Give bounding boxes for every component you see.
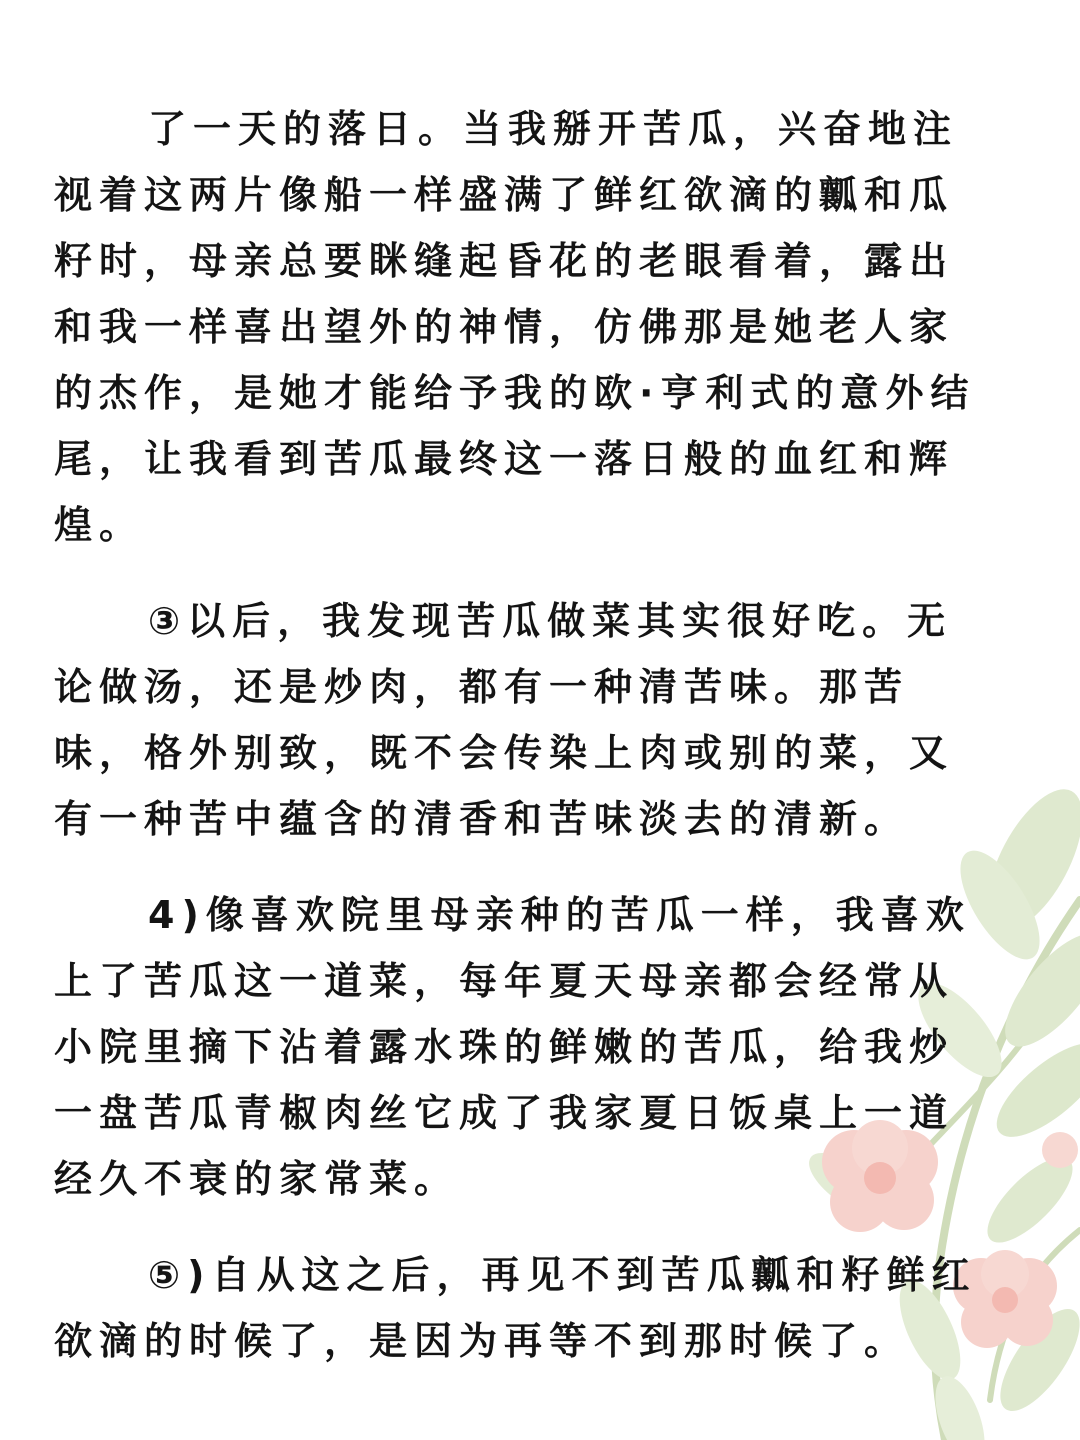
text-line: ③以后，我发现苦瓜做菜其实很好吃。无 bbox=[148, 599, 953, 643]
flower-bud bbox=[1042, 1132, 1078, 1168]
text-line: 上了苦瓜这一道菜，每年夏天母亲都会经常从 bbox=[54, 959, 955, 1003]
text-line: 一盘苦瓜青椒肉丝它成了我家夏日饭桌上一道 bbox=[54, 1091, 955, 1135]
text-line: 尾，让我看到苦瓜最终这一落日般的血红和辉 bbox=[54, 437, 955, 481]
paragraph bbox=[54, 588, 1014, 852]
text-line: ⑤)自从这之后，再见不到苦瓜瓤和籽鲜红 bbox=[148, 1253, 977, 1297]
paragraph bbox=[54, 1242, 1014, 1374]
text-line: 籽时，母亲总要眯缝起昏花的老眼看着，露出 bbox=[54, 239, 955, 283]
paragraph-gap bbox=[54, 558, 1014, 588]
text-line: 煌。 bbox=[54, 503, 145, 547]
text-line: 和我一样喜出望外的神情，仿佛那是她老人家 bbox=[54, 305, 955, 349]
paragraph bbox=[54, 882, 1014, 1212]
text-line: 4)像喜欢院里母亲种的苦瓜一样，我喜欢 bbox=[148, 893, 971, 937]
text-line: 的杰作，是她才能给予我的欧·亨利式的意外结 bbox=[54, 371, 976, 415]
text-line: 论做汤，还是炒肉，都有一种清苦味。那苦 bbox=[54, 665, 910, 709]
text-line: 小院里摘下沾着露水珠的鲜嫩的苦瓜，给我炒 bbox=[54, 1025, 955, 1069]
article-body bbox=[54, 96, 1014, 1374]
text-line: 味，格外别致，既不会传染上肉或别的菜，又 bbox=[54, 731, 955, 775]
paragraph-gap bbox=[54, 852, 1014, 882]
text-line: 有一种苦中蕴含的清香和苦味淡去的清新。 bbox=[54, 797, 910, 841]
text-line: 视着这两片像船一样盛满了鲜红欲滴的瓤和瓜 bbox=[54, 173, 955, 217]
text-line: 欲滴的时候了，是因为再等不到那时候了。 bbox=[54, 1319, 910, 1363]
paragraph-gap bbox=[54, 1212, 1014, 1242]
text-line: 了一天的落日。当我掰开苦瓜，兴奋地注 bbox=[148, 107, 959, 151]
text-line: 经久不衰的家常菜。 bbox=[54, 1157, 460, 1201]
paragraph bbox=[54, 96, 1014, 558]
